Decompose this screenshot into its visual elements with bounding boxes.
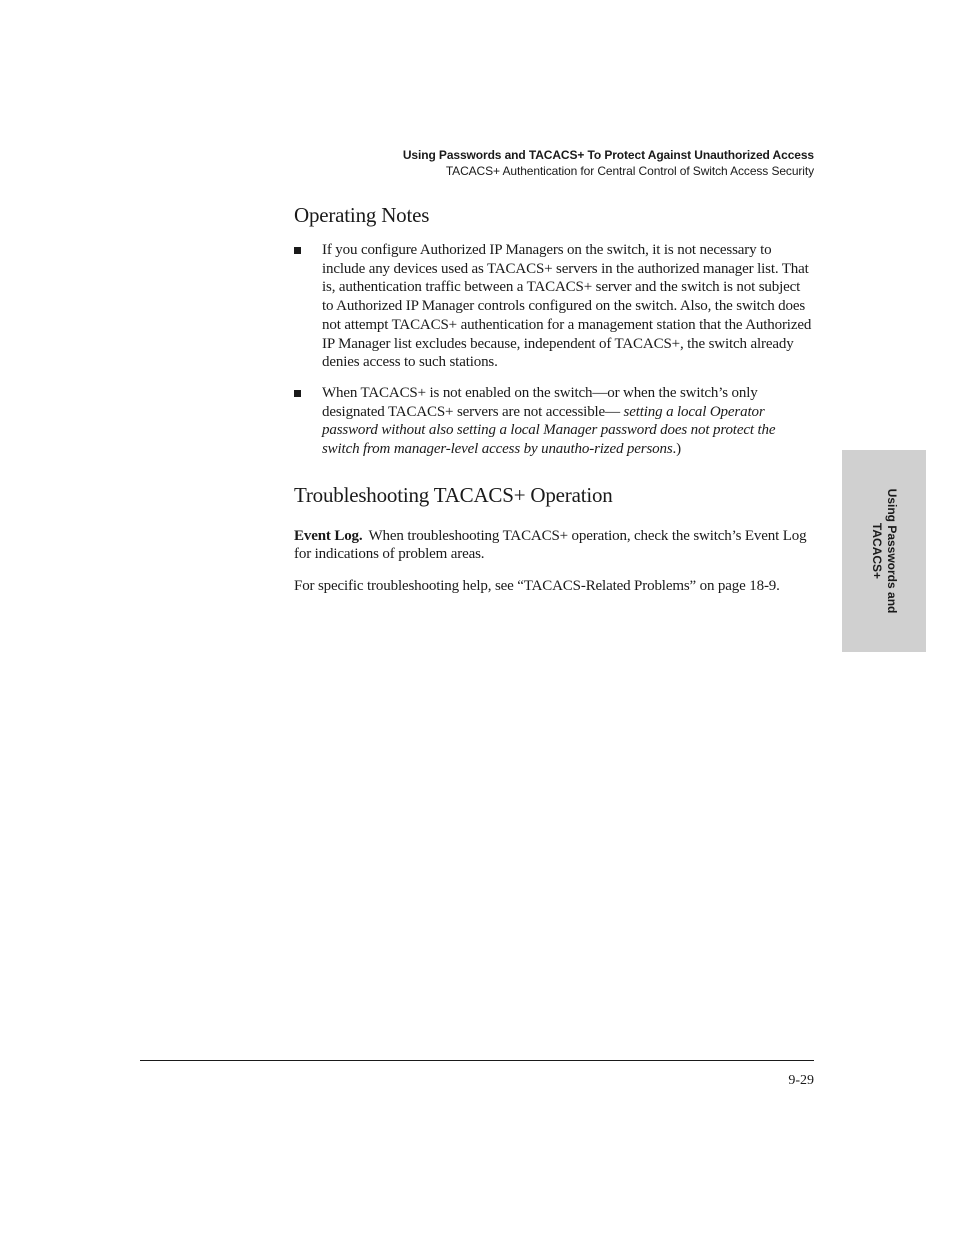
footer-divider — [140, 1060, 814, 1061]
main-content — [294, 200, 814, 596]
event-log-paragraph — [294, 527, 814, 564]
square-bullet-icon — [294, 247, 301, 254]
troubleshooting-help-paragraph: For specific troubleshooting help, see “TACACS-Related Problems” on page 18-9. — [294, 578, 780, 595]
bullet-text-lead: When TACACS+ is not enabled on the switch—or when the switch’s only designated TACACS+ servers are not accessible— — [322, 384, 758, 420]
list-item — [294, 241, 814, 372]
chapter-side-tab-label — [869, 489, 899, 614]
chapter-side-tab — [842, 450, 926, 652]
section-heading-operating-notes: Operating Notes — [294, 203, 430, 227]
section-heading-troubleshooting: Troubleshooting TACACS+ Operation — [294, 482, 613, 507]
event-log-text: When troubleshooting TACACS+ operation, check the switch’s Event Log for indications of problem areas. — [294, 527, 807, 563]
running-head — [403, 147, 814, 179]
list-item — [294, 384, 814, 459]
page-number: 9-29 — [788, 1073, 814, 1088]
bullet-text: If you configure Authorized IP Managers on the switch, it is not necessary to include any devices used as TACACS+ servers in the authorized manager list. That is, authentication traffic between a TACACS+ server and the switch is not subject to Authorized IP Manager controls configured on the switch. Also, the switch does not attempt TACACS+ authentication for a management station that the Authorized IP Manager list excludes because, independent of TACACS+, the switch already denies access to such stations. — [322, 242, 812, 371]
square-bullet-icon — [294, 390, 301, 397]
side-tab-line-2: TACACS+ — [870, 522, 884, 580]
operating-notes-list — [294, 241, 814, 459]
running-head-title: Using Passwords and TACACS+ To Protect Against Unauthorized Access — [402, 148, 814, 162]
event-log-label: Event Log. — [294, 527, 363, 544]
running-head-subtitle: TACACS+ Authentication for Central Control of Switch Access Security — [445, 164, 814, 178]
bullet-text-italic: setting a local Operator password without also setting a local Manager password does not protect the switch from manager-level access by unautho-rized persons — [322, 403, 776, 458]
side-tab-line-1: Using Passwords and — [885, 488, 899, 614]
bullet-text-tail: .) — [672, 441, 681, 458]
